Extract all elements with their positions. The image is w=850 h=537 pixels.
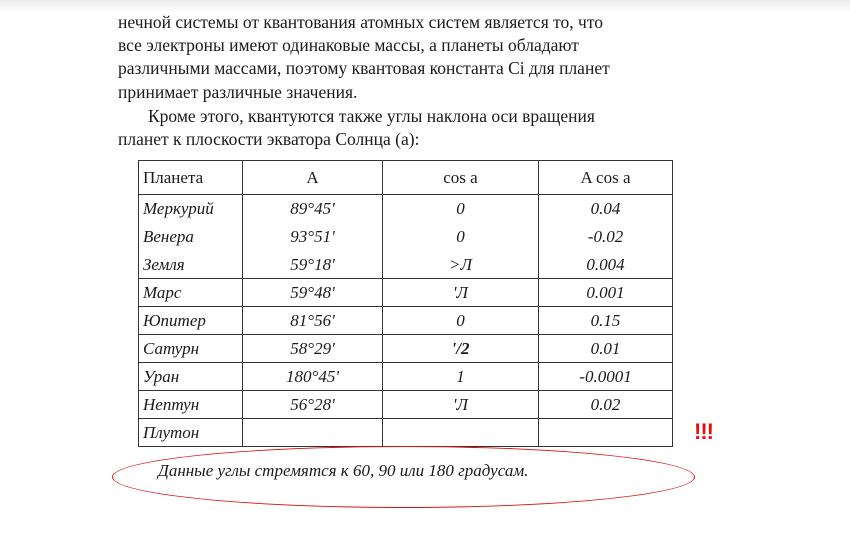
cell-a-cos bbox=[539, 419, 673, 447]
cell-planet: Марс bbox=[139, 279, 243, 307]
text-line: Кроме этого, квантуются также углы наклона оси вращения bbox=[148, 106, 595, 126]
cell-planet: Меркурий bbox=[139, 195, 243, 223]
cell-a-cos: 0.15 bbox=[539, 307, 673, 335]
exclamation-marks: !!! bbox=[694, 419, 713, 444]
text-line: планет к плоскости экватора Солнца (а): bbox=[118, 129, 420, 150]
cell-cos bbox=[383, 419, 539, 447]
cell-cos: 0 bbox=[383, 307, 539, 335]
table-row bbox=[139, 363, 673, 391]
cell-planet: Венера bbox=[139, 223, 243, 251]
cell-angle: 93°51' bbox=[243, 223, 383, 251]
table-row bbox=[139, 307, 673, 335]
cell-angle: 58°29' bbox=[243, 335, 383, 363]
table-row bbox=[139, 391, 673, 419]
cell-planet: Земля bbox=[139, 251, 243, 279]
table-header-row bbox=[139, 161, 673, 195]
cell-angle: 59°48' bbox=[243, 279, 383, 307]
text-line: нечной системы от квантования атомных систем является то, что bbox=[118, 12, 604, 32]
cell-angle: 89°45' bbox=[243, 195, 383, 223]
cell-a-cos: 0.01 bbox=[539, 335, 673, 363]
header-angle: А bbox=[243, 161, 383, 195]
cell-a-cos: 0.04 bbox=[539, 195, 673, 223]
cell-cos: 1 bbox=[383, 363, 539, 391]
cell-a-cos: 0.001 bbox=[539, 279, 673, 307]
cell-angle: 180°45' bbox=[243, 363, 383, 391]
cell-planet: Сатурн bbox=[139, 335, 243, 363]
table-row bbox=[139, 279, 673, 307]
text-line: все электроны имеют одинаковые массы, а планеты обладают bbox=[118, 35, 579, 56]
cell-a-cos: -0.02 bbox=[539, 223, 673, 251]
conclusion-note: Данные углы стремятся к 60, 90 или 180 градусам. bbox=[158, 461, 529, 480]
body-paragraph-1 bbox=[118, 11, 718, 104]
header-a-cos: A cos a bbox=[539, 161, 673, 195]
cell-cos: >Л bbox=[383, 251, 539, 279]
cell-a-cos: -0.0001 bbox=[539, 363, 673, 391]
cell-cos: 0 bbox=[383, 223, 539, 251]
cell-cos: 0 bbox=[383, 195, 539, 223]
header-cos: cos a bbox=[383, 161, 539, 195]
cell-cos: 'Л bbox=[383, 391, 539, 419]
cell-cos: '/2 bbox=[383, 335, 539, 363]
header-planet: Планета bbox=[139, 161, 243, 195]
cell-planet: Нептун bbox=[139, 391, 243, 419]
cell-a-cos: 0.02 bbox=[539, 391, 673, 419]
cell-cos: 'Л bbox=[383, 279, 539, 307]
cell-planet: Уран bbox=[139, 363, 243, 391]
cell-angle bbox=[243, 419, 383, 447]
planet-angle-table bbox=[138, 160, 673, 447]
cell-angle: 81°56' bbox=[243, 307, 383, 335]
body-paragraph-2 bbox=[118, 105, 718, 151]
table-row bbox=[139, 335, 673, 363]
table-row bbox=[139, 195, 673, 223]
cell-planet: Плутон bbox=[139, 419, 243, 447]
cell-planet: Юпитер bbox=[139, 307, 243, 335]
table-row bbox=[139, 223, 673, 251]
cell-a-cos: 0.004 bbox=[539, 251, 673, 279]
table-row bbox=[139, 251, 673, 279]
table-row bbox=[139, 419, 673, 447]
text-line: принимает различные значения. bbox=[118, 81, 358, 102]
cell-angle: 59°18' bbox=[243, 251, 383, 279]
text-line: различными массами, поэтому квантовая константа Ci для планет bbox=[118, 58, 610, 79]
cell-angle: 56°28' bbox=[243, 391, 383, 419]
